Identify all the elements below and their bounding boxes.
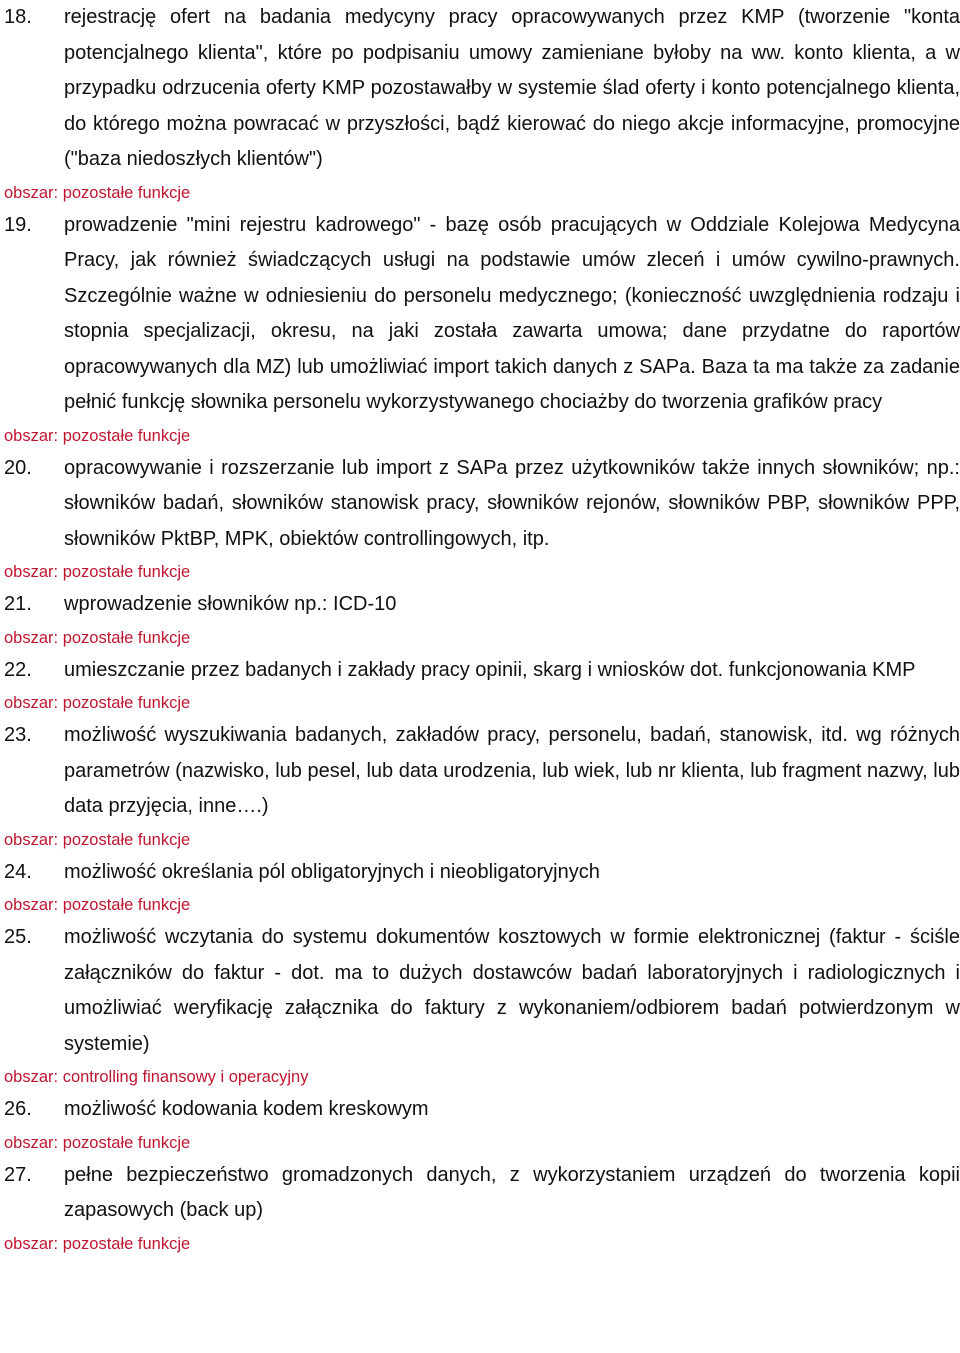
list-item — [0, 653, 960, 689]
list-item — [0, 451, 960, 558]
list-item — [0, 0, 960, 178]
item-text: możliwość wyszukiwania badanych, zakładów pracy, personelu, badań, stanowisk, itd. wg różnych parametrów (nazwisko, lub pesel, lub data urodzenia, lub wiek, lub nr klienta, lub fragment nazwy, lub data przyjęcia, inne….) — [64, 724, 960, 817]
area-label: obszar: pozostałe funkcje — [4, 1234, 191, 1253]
item-number: 24. — [4, 860, 32, 883]
item-text: możliwość określania pól obligatoryjnych i nieobligatoryjnych — [64, 860, 600, 883]
item-text: możliwość kodowania kodem kreskowym — [64, 1098, 429, 1120]
area-label: obszar: pozostałe funkcje — [4, 1133, 191, 1152]
item-number: 20. — [4, 456, 32, 479]
list-item — [0, 1092, 960, 1128]
area-label: obszar: pozostałe funkcje — [4, 694, 191, 712]
area-label: obszar: pozostałe funkcje — [4, 426, 191, 445]
item-number: 18. — [4, 6, 32, 28]
item-number: 22. — [4, 658, 32, 681]
area-label: obszar: pozostałe funkcje — [4, 563, 191, 581]
list-item — [0, 208, 960, 421]
list-item — [0, 920, 960, 1062]
area-label: obszar: pozostałe funkcje — [4, 896, 191, 914]
item-number: 21. — [4, 593, 32, 615]
area-label: obszar: pozostałe funkcje — [4, 830, 191, 849]
item-text: umieszczanie przez badanych i zakłady pracy opinii, skarg i wniosków dot. funkcjonowania KMP — [64, 658, 916, 681]
item-text: rejestrację ofert na badania medycyny pracy opracowywanych przez KMP (tworzenie "konta potencjalnego klienta", które po podpisaniu umowy zamieniane byłoby na ww. konto klienta, a w przypadku odrzucenia oferty KMP pozostawałby w systemie ślad oferty i konto potencjalnego klienta, do którego można powracać w przyszłości, bądź kierować do niego akcje informacyjne, promocyjne ("baza niedoszłych klientów") — [64, 6, 960, 170]
item-text: wprowadzenie słowników np.: ICD-10 — [64, 593, 397, 615]
area-label: obszar: pozostałe funkcje — [4, 628, 191, 647]
list-item — [0, 718, 960, 825]
item-number: 27. — [4, 1163, 32, 1186]
area-label: obszar: controlling finansowy i operacyjny — [4, 1068, 309, 1086]
item-number: 19. — [4, 213, 32, 236]
area-label: obszar: pozostałe funkcje — [4, 183, 191, 202]
list-item — [0, 587, 960, 623]
item-text: prowadzenie "mini rejestru kadrowego" - bazę osób pracujących w Oddziale Kolejowa Medycyna Pracy, jak również świadczących usługi na podstawie umów zleceń i umów cywilno-prawnych. Szczególnie ważne w odniesieniu do personelu medycznego; (konieczność uwzględnienia rodzaju i stopnia specjalizacji, okresu, na jaki została zawarta umowa; dane przydatne do raportów opracowywanych dla MZ) lub umożliwiać import takich danych z SAPa. Baza ta ma także za zadanie pełnić funkcję słownika personelu wykorzystywanego chociażby do tworzenia grafików pracy — [64, 213, 960, 413]
item-text: możliwość wczytania do systemu dokumentów kosztowych w formie elektronicznej (faktur - ściśle załączników do faktur - dot. ma to dużych dostawców badań laboratoryjnych i radiologicznych i umożliwiać weryfikację załącznika do faktury z wykonaniem/odbiorem badań potwierdzonym w systemie) — [64, 926, 960, 1055]
item-number: 25. — [4, 926, 32, 948]
list-item — [0, 1158, 960, 1229]
item-number: 26. — [4, 1098, 32, 1120]
item-text: pełne bezpieczeństwo gromadzonych danych, z wykorzystaniem urządzeń do tworzenia kopii zapasowych (back up) — [64, 1163, 960, 1221]
item-text: opracowywanie i rozszerzanie lub import z SAPa przez użytkowników także innych słowników; np.: słowników badań, słowników stanowisk pracy, słowników rejonów, słowników PBP, słowników PPP, słowników PktBP, MPK, obiektów controllingowych, itp. — [64, 456, 960, 550]
list-item — [0, 855, 960, 891]
item-number: 23. — [4, 724, 32, 746]
